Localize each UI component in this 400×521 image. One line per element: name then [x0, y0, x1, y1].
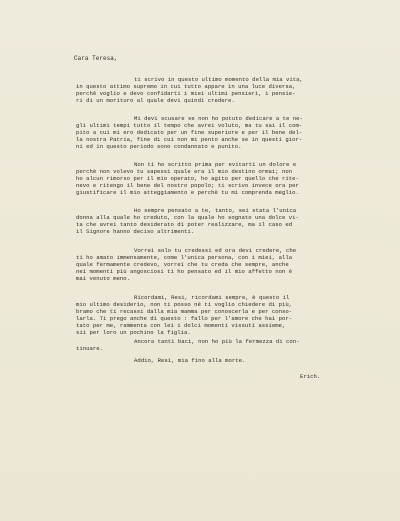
- text-line: tinuare.: [76, 345, 104, 352]
- text-line: gli ultimi tempi tutto il tempo che avrei voluto, ma tu sai il com-: [76, 122, 303, 129]
- text-line: ni ed in questo periodo sono condannato e punito.: [76, 143, 242, 150]
- text-line: larla. Ti prego anche di questo : fallo per l'amore che hai por-: [76, 315, 293, 322]
- text-line: ri di un morituro al quale devi quindi credere.: [76, 97, 235, 104]
- text-line: ho alcun rimorso per il mio operato, ho agito per quello che rite-: [76, 175, 299, 182]
- text-line: tato per me, rammenta con lei i dolci momenti vissuti assieme,: [76, 322, 286, 329]
- text-line: perchè non volevo tu sapessi quale era il mio destino ormai; non: [76, 168, 293, 175]
- text-line: sii per loro un pochino la figlia.: [76, 329, 191, 336]
- text-line: mai venuto meno.: [76, 275, 131, 282]
- text-line: Ricordami, Resi, ricordami sempre, è questo il: [134, 294, 290, 301]
- text-line: Ho sempre pensato a te, tanto, sei stata l'unica: [134, 207, 297, 214]
- salutation: Cara Teresa,: [74, 55, 118, 62]
- closing-line: Addio, Resi, mia fino alla morte.: [134, 357, 246, 364]
- text-line: Mi devi scusare se non ho potuto dedicare a te ne-: [134, 115, 303, 122]
- text-line: Vorrei solo tu credessi ed ora devi credere, che: [134, 247, 297, 254]
- text-line: Ancora tanti baci, non ho più la fermezza di con-: [134, 338, 300, 345]
- text-line: ti scrivo in questo ultimo momento della mia vita,: [134, 76, 303, 83]
- text-line: nei momenti più angosciosi ti ho pensato ed il mio affetto non è: [76, 268, 293, 275]
- text-line: in questo attimo supremo in cui tutto appare in una luce diversa,: [76, 83, 296, 90]
- text-line: giustificare il mio atteggiamento e perchè tu mi comprenda meglio.: [76, 189, 299, 196]
- text-line: nevo e ritengo il bene del nostro popolo; ti scrivo invece ora per: [76, 182, 299, 189]
- text-line: mio ultimo desiderio, non ti posso nè ti voglio chiedere di più,: [76, 301, 293, 308]
- text-line: bramo che ti recassi dalla mia mamma per conoscerla e per conso-: [76, 308, 293, 315]
- text-line: perchè voglio e devo confidarti i miei ultimi pensieri, i pensie-: [76, 90, 296, 97]
- text-line: donna alla quale ho creduto, con la quale ho sognato una dolce vi-: [76, 214, 299, 221]
- text-line: quale fermamente credevo, vorrei che tu creda che sempre, anche: [76, 261, 289, 268]
- text-line: pito a cui mi ero dedicato per un fine superiore e per il bene del-: [76, 129, 303, 136]
- signature: Erich.: [300, 373, 321, 380]
- text-line: ti ho amato immensamente, come l'unica persona, con i miei, alla: [76, 254, 293, 261]
- text-line: la nostra Patria, fine di cui non mi pento anche se in questi gior-: [76, 136, 303, 143]
- text-line: Non ti ho scritto prima per evitarti un dolore e: [134, 161, 297, 168]
- text-line: il Signore hanno deciso altrimenti.: [76, 228, 195, 235]
- text-line: ta che avrei tanto desiderato di poter realizzare, ma il caso ed: [76, 221, 293, 228]
